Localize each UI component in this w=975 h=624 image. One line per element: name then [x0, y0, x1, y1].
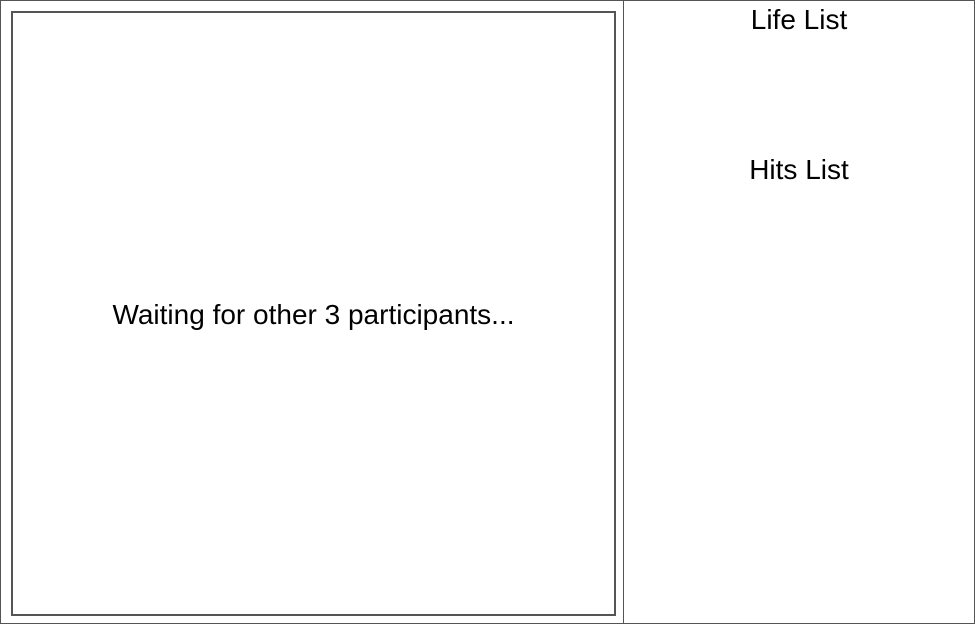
life-list-heading: Life List: [750, 4, 848, 35]
game-board[interactable]: [11, 11, 616, 616]
life-list: [634, 41, 964, 146]
hits-list: [634, 191, 964, 613]
waiting-status-message: Waiting for other 3 participants...: [112, 299, 515, 330]
side-panel: [623, 0, 975, 624]
hits-list-heading: Hits List: [749, 154, 849, 185]
